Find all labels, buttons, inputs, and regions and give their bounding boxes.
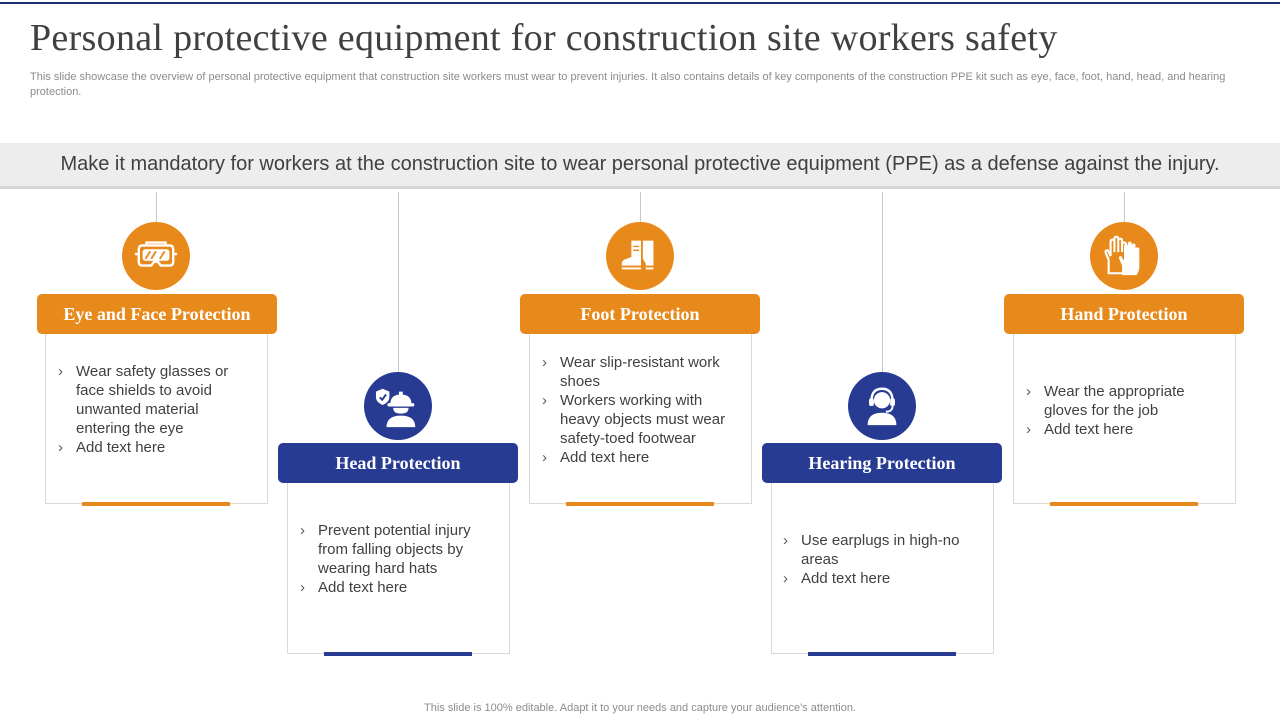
icon-circle-hand — [1090, 222, 1158, 290]
bullet-item: › Wear slip-resistant work shoes — [542, 353, 732, 391]
mandate-banner — [0, 143, 1280, 189]
bullet-item: › Prevent potential injury from falling objects by wearing hard hats — [300, 521, 490, 578]
bullet-item: › Add text here — [58, 438, 248, 457]
slide-subtitle: This slide showcase the overview of personal protective equipment that construction site workers must wear to prevent injuries. It also contains details of key components of the construction PPE kit such as eye, face, foot, hand, head, and hearing protection. — [30, 71, 1226, 98]
card-head-title: Head Protection — [278, 443, 518, 483]
connector-foot — [640, 192, 641, 222]
bullet-item: › Wear safety glasses or face shields to avoid unwanted material entering the eye — [58, 362, 248, 438]
card-hand-title: Hand Protection — [1004, 294, 1244, 334]
card-eye-face-title: Eye and Face Protection — [37, 294, 277, 334]
connector-hearing — [882, 192, 883, 372]
card-foot-title: Foot Protection — [520, 294, 760, 334]
bullet-item: › Add text here — [300, 578, 490, 597]
safety-boots-icon — [617, 233, 663, 279]
hard-hat-worker-icon — [375, 383, 421, 429]
connector-head — [398, 192, 399, 372]
bullet-item: › Add text here — [783, 569, 973, 588]
icon-circle-hearing — [848, 372, 916, 440]
card-head-bullets — [300, 521, 490, 597]
card-hearing-bullets — [783, 531, 973, 588]
card-hand-accent-bar — [1050, 502, 1198, 506]
icon-circle-head — [364, 372, 432, 440]
slide-title: Personal protective equipment for construction site workers safety — [30, 17, 1058, 59]
card-hearing-accent-bar — [808, 652, 956, 656]
icon-circle-eye-face — [122, 222, 190, 290]
icon-circle-foot — [606, 222, 674, 290]
bullet-item: › Wear the appropriate gloves for the job — [1026, 382, 1216, 420]
card-foot-accent-bar — [566, 502, 714, 506]
safety-goggles-icon — [133, 233, 179, 279]
slide-footer: This slide is 100% editable. Adapt it to your needs and capture your audience's attention. — [424, 702, 856, 714]
bullet-item: › Add text here — [1026, 420, 1216, 439]
banner-text: Make it mandatory for workers at the construction site to wear personal protective equipment (PPE) as a defense against the injury. — [60, 153, 1220, 175]
card-foot-bullets — [542, 353, 732, 467]
card-eye-face-bullets — [58, 362, 248, 457]
connector-eye-face — [156, 192, 157, 222]
card-eye-face-accent-bar — [82, 502, 230, 506]
headset-worker-icon — [859, 383, 905, 429]
top-rule — [0, 2, 1280, 4]
bullet-item: › Use earplugs in high-no areas — [783, 531, 973, 569]
card-head-accent-bar — [324, 652, 472, 656]
card-hand-bullets — [1026, 382, 1216, 439]
bullet-item: › Workers working with heavy objects must wear safety-toed footwear — [542, 391, 732, 448]
card-hearing-title: Hearing Protection — [762, 443, 1002, 483]
gloves-icon — [1101, 233, 1147, 279]
connector-hand — [1124, 192, 1125, 222]
bullet-item: › Add text here — [542, 448, 732, 467]
